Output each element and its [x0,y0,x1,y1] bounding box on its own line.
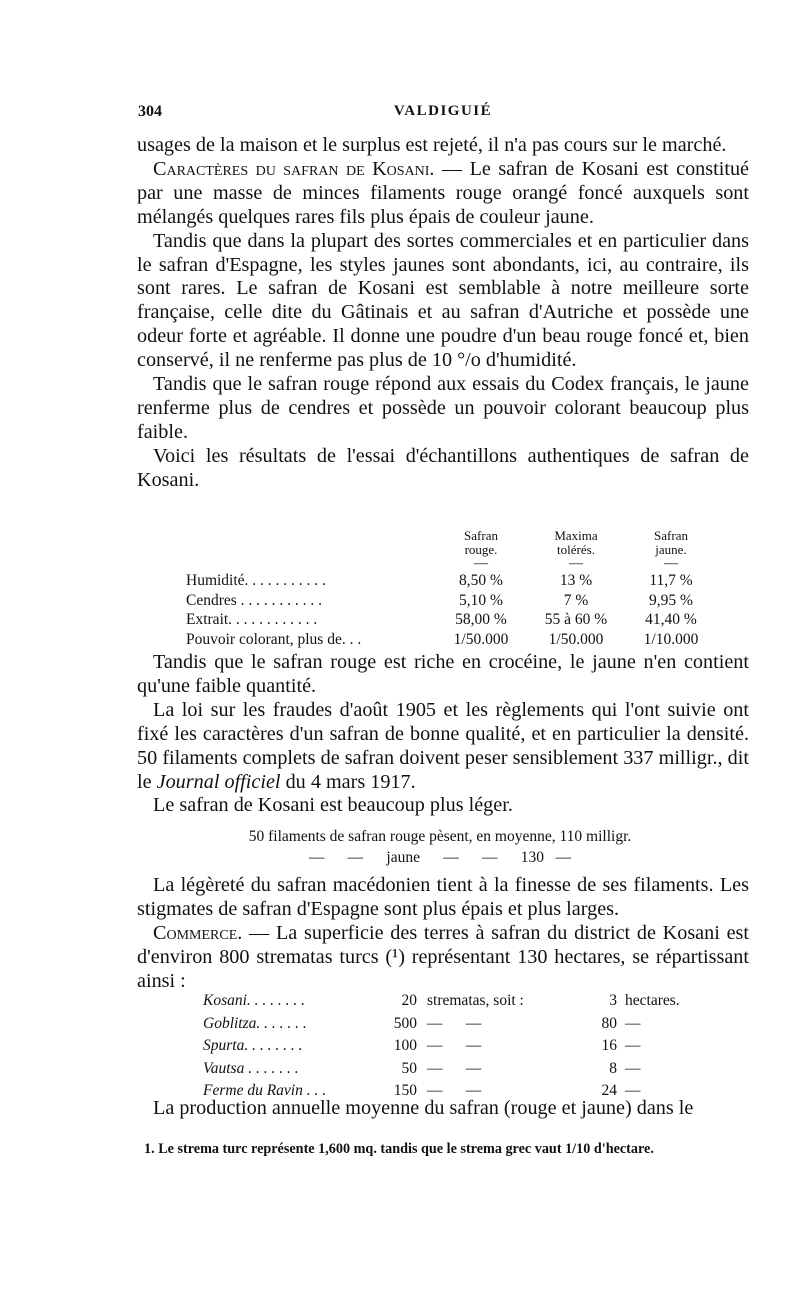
paragraph-commerce: Commerce. — La superficie des terres à safran du district de Kosani est d'environ 800 strematas turcs (¹) représentant 130 hectares, se répartissant ainsi : [137,921,749,992]
running-title: VALDIGUIÉ [393,103,493,119]
section-heading-characters: Caractères du safran de Kosani. [153,157,435,180]
column-header-jaune: Safran jaune. [654,528,688,557]
paragraph-croceine: Tandis que le safran rouge est riche en crocéine, le jaune n'en contient qu'une faible quantité. [137,651,749,697]
table-row: Vautsa . . . . . . . 50 — — 8 — [203,1059,641,1077]
main-text-lower [137,874,749,994]
section-heading-commerce: Commerce. [153,921,243,944]
journal-title: Journal officiel [156,770,281,793]
table-row: Pouvoir colorant, plus de. . . 1/50.000 1/50.000 1/10.000 [186,630,699,648]
paragraph-styles: Tandis que dans la plupart des sortes commerciales et en particulier dans le safran d'Espagne, les styles jaunes sont abondants, ici, au contraire, ils sont rares. Le safran de Kosani est semblable à notre meilleure sorte française, celle dite du Gâtinais et au safran d'Autriche et possède une odeur forte et agréable. Il donne une poudre d'un beau rouge foncé et, bien conservé, il ne renferme pas plus de 10 °/o d'humidité. [137,229,749,372]
paragraph-production: La production annuelle moyenne du safran (rouge et jaune) dans le [153,1097,694,1119]
column-header-maxima: Maxima tolérés. [554,528,598,557]
weight-line-rouge: 50 filaments de safran rouge pèsent, en moyenne, 110 milligr. [248,828,632,845]
paragraph-characters-text: — Le safran de Kosani est constitué par une masse de minces filaments rouge orangé foncé auxquels sont mélangés quelques rares fils plus épais de couleur jaune. [137,157,749,228]
weights-lines [200,826,680,868]
paragraph-lightness: La légèreté du safran macédonien tient à la finesse de ses filaments. Les stigmates de safran d'Espagne sont plus épais et plus larges. [137,874,749,920]
paragraph-continuation: usages de la maison et le surplus est rejeté, il n'a pas cours sur le marché. [137,134,727,156]
analysis-table-dashes: — — — [474,556,678,571]
table-row: Humidité. . . . . . . . . . . 8,50 % 13 % 11,7 % [186,572,693,589]
main-text-bottom [137,1097,749,1121]
table-row: Extrait. . . . . . . . . . . . 58,00 % 55 à 60 % 41,40 % [186,611,697,629]
paragraph-law: La loi sur les fraudes d'août 1905 et les règlements qui l'ont suivie ont fixé les caractères d'un safran de bonne qualité, et en particulier la densité. 50 filaments complets de safran doivent peser sensiblement 337 milligr., dit le Journal officiel du 4 mars 1917. [137,698,749,793]
surface-table [203,990,715,1103]
analysis-table-header [186,529,716,557]
running-head [138,103,748,127]
paragraph-codex: Tandis que le safran rouge répond aux essais du Codex français, le jaune renferme plus de cendres et possède un pouvoir colorant beaucoup plus faible. [137,373,749,443]
analysis-table [186,529,716,649]
table-row: Goblitza. . . . . . . 500 — — 80 — [203,1014,641,1032]
table-row: Spurta. . . . . . . . 100 — — 16 — [203,1037,641,1054]
main-text-top [137,134,749,493]
table-row: Cendres . . . . . . . . . . . 5,10 % 7 % 9,95 % [186,591,693,609]
weight-line-jaune: — — jaune — — 130 — [308,849,572,866]
table-row: Ferme du Ravin . . . 150 — — 24 — [203,1082,641,1099]
page-number: 304 [138,103,162,120]
main-text-middle [137,651,749,818]
paragraph-characters [137,158,749,230]
table-row: Kosani. . . . . . . . 20 strematas, soit : 3 hectares. [203,992,680,1009]
column-header-rouge: Safran rouge. [464,528,498,557]
paragraph-lighter: Le safran de Kosani est beaucoup plus léger. [153,794,513,817]
paragraph-results-intro: Voici les résultats de l'essai d'échantillons authentiques de safran de Kosani. [137,444,749,491]
footnote: 1. Le strema turc représente 1,600 mq. tandis que le strema grec vaut 1/10 d'hectare. [144,1141,654,1157]
